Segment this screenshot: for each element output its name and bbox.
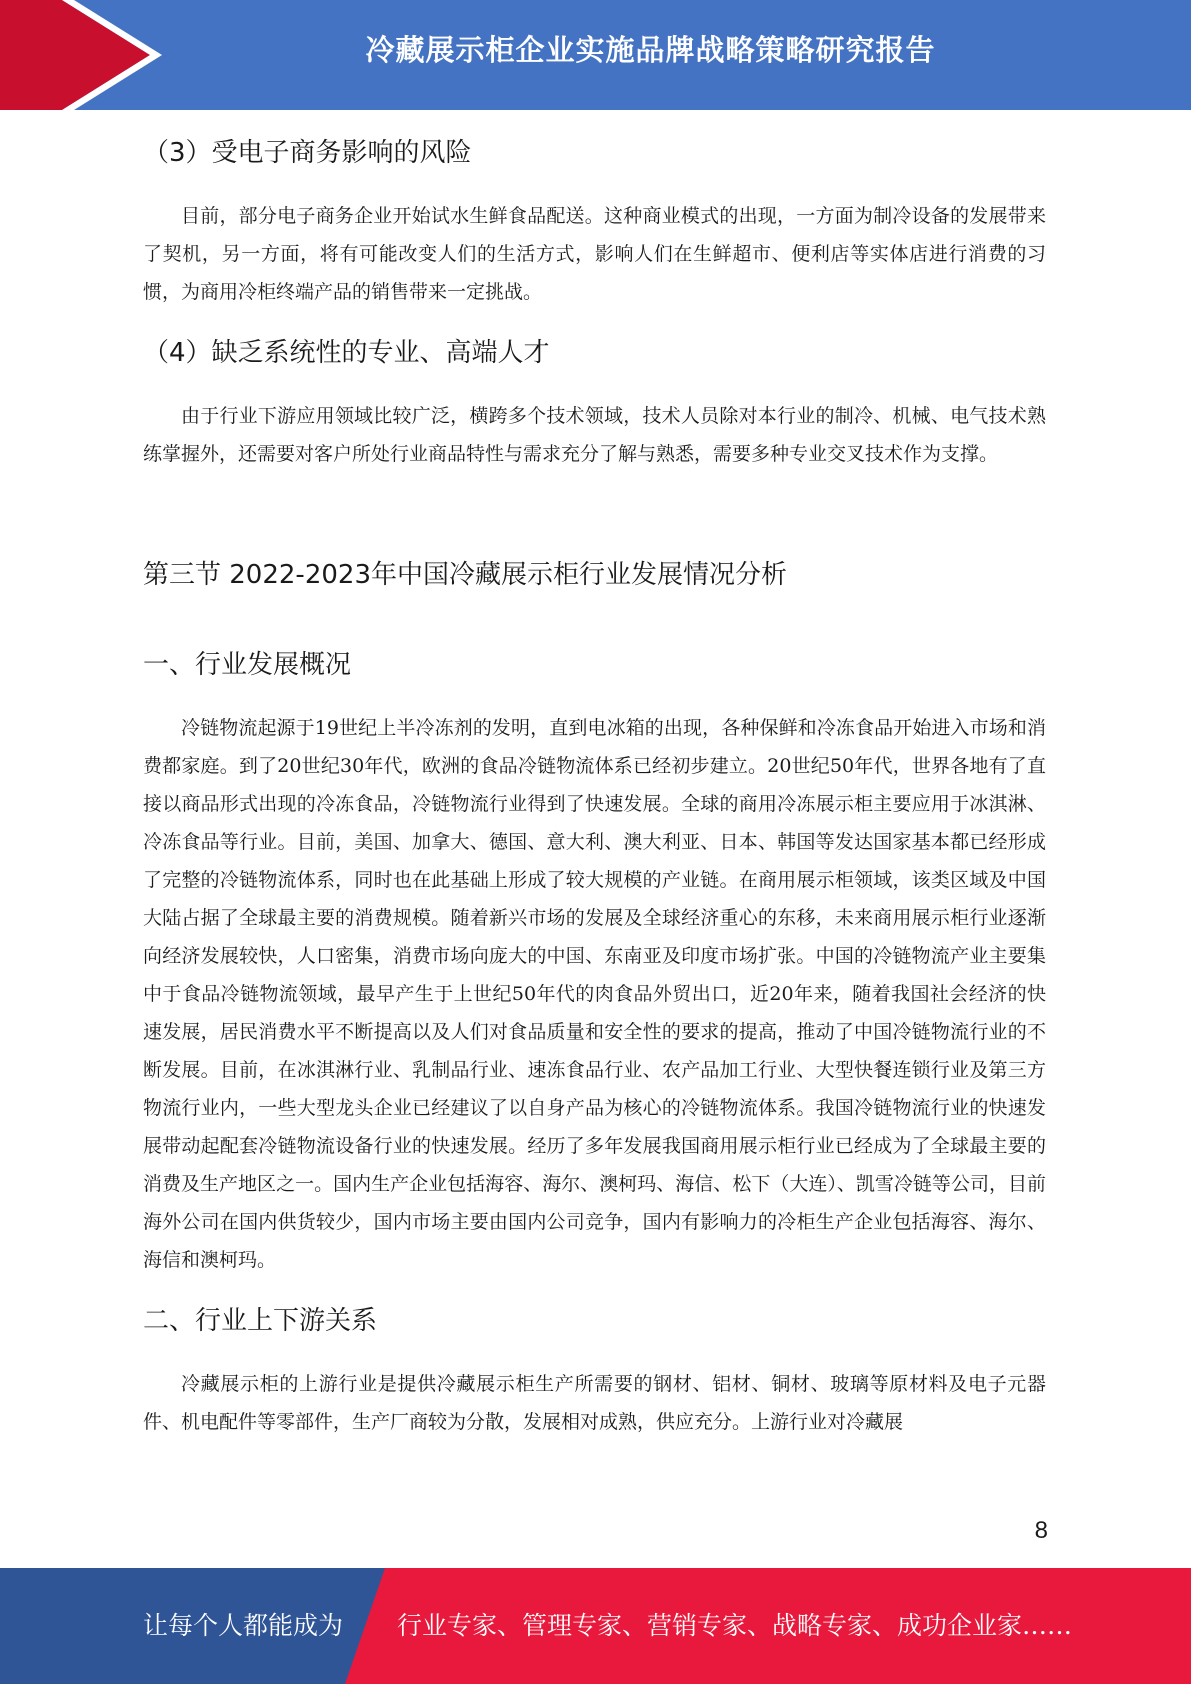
chapter-heading-section-three: 第三节 2022-2023年中国冷藏展示柜行业发展情况分析 — [143, 560, 787, 590]
paragraph-talent-shortage: 由于行业下游应用领域比较广泛，横跨多个技术领域，技术人员除对本行业的制冷、机械、电气技术熟练掌握外，还需要对客户所处行业商品特性与需求充分了解与熟悉，需要多种专业交叉技术作为支撑。 — [143, 405, 1046, 465]
paragraph-ecommerce-risk: 目前，部分电子商务企业开始试水生鲜食品配送。这种商业模式的出现，一方面为制冷设备的发展带来了契机，另一方面，将有可能改变人们的生活方式，影响人们在生鲜超市、便利店等实体店进行消费的习惯，为商用冷柜终端产品的销售带来一定挑战。 — [143, 205, 1046, 303]
report-title: 冷藏展示柜企业实施品牌战略策略研究报告 — [365, 33, 936, 67]
page-header — [0, 0, 1191, 110]
section-heading-industry-overview: 一、行业发展概况 — [143, 650, 352, 680]
section-heading-upstream-downstream: 二、行业上下游关系 — [143, 1306, 378, 1336]
page-footer — [0, 1568, 1191, 1684]
section-heading-ecommerce-risk: （3）受电子商务影响的风险 — [143, 138, 472, 168]
document-body — [143, 120, 1046, 1441]
footer-slogan-left: 让每个人都能成为 — [143, 1611, 344, 1640]
section-heading-talent-shortage: （4）缺乏系统性的专业、高端人才 — [143, 338, 550, 368]
paragraph-industry-overview: 冷链物流起源于19世纪上半冷冻剂的发明，直到电冰箱的出现，各种保鲜和冷冻食品开始进入市场和消费都家庭。到了20世纪30年代，欧洲的食品冷链物流体系已经初步建立。20世纪50年代，世界各地有了直接以商品形式出现的冷冻食品，冷链物流行业得到了快速发展。全球的商用冷冻展示柜主要应用于冰淇淋、冷冻食品等行业。目前，美国、加拿大、德国、意大利、澳大利亚、日本、韩国等发达国家基本都已经形成了完整的冷链物流体系，同时也在此基础上形成了较大规模的产业链。在商用展示柜领域，该类区域及中国大陆占据了全球最主要的消费规模。随着新兴市场的发展及全球经济重心的东移，未来商用展示柜行业逐渐向经济发展较快，人口密集，消费市场向庞大的中国、东南亚及印度市场扩张。中国的冷链物流产业主要集中于食品冷链物流领域，最早产生于上世纪50年代的肉食品外贸出口，近20年来，随着我国社会经济的快速发展，居民消费水平不断提高以及人们对食品质量和安全性的要求的提高，推动了中国冷链物流行业的不断发展。目前，在冰淇淋行业、乳制品行业、速冻食品行业、农产品加工行业、大型快餐连锁行业及第三方物流行业内，一些大型龙头企业已经建议了以自身产品为核心的冷链物流体系。我国冷链物流行业的快速发展带动起配套冷链物流设备行业的快速发展。经历了多年发展我国商用展示柜行业已经成为了全球最主要的消费及生产地区之一。国内生产企业包括海容、海尔、澳柯玛、海信、松下（大连）、凯雪冷链等公司，目前海外公司在国内供货较少，国内市场主要由国内公司竞争，国内有影响力的冷柜生产企业包括海容、海尔、海信和澳柯玛。 — [143, 717, 1046, 1271]
footer-slogan-right: 行业专家、管理专家、营销专家、战略专家、成功企业家…… — [397, 1611, 1073, 1640]
paragraph-upstream-downstream: 冷藏展示柜的上游行业是提供冷藏展示柜生产所需要的钢材、铝材、铜材、玻璃等原材料及电子元器件、机电配件等零部件，生产厂商较为分散，发展相对成熟，供应充分。上游行业对冷藏展 — [143, 1373, 1046, 1433]
page-number: 8 — [1034, 1517, 1048, 1544]
